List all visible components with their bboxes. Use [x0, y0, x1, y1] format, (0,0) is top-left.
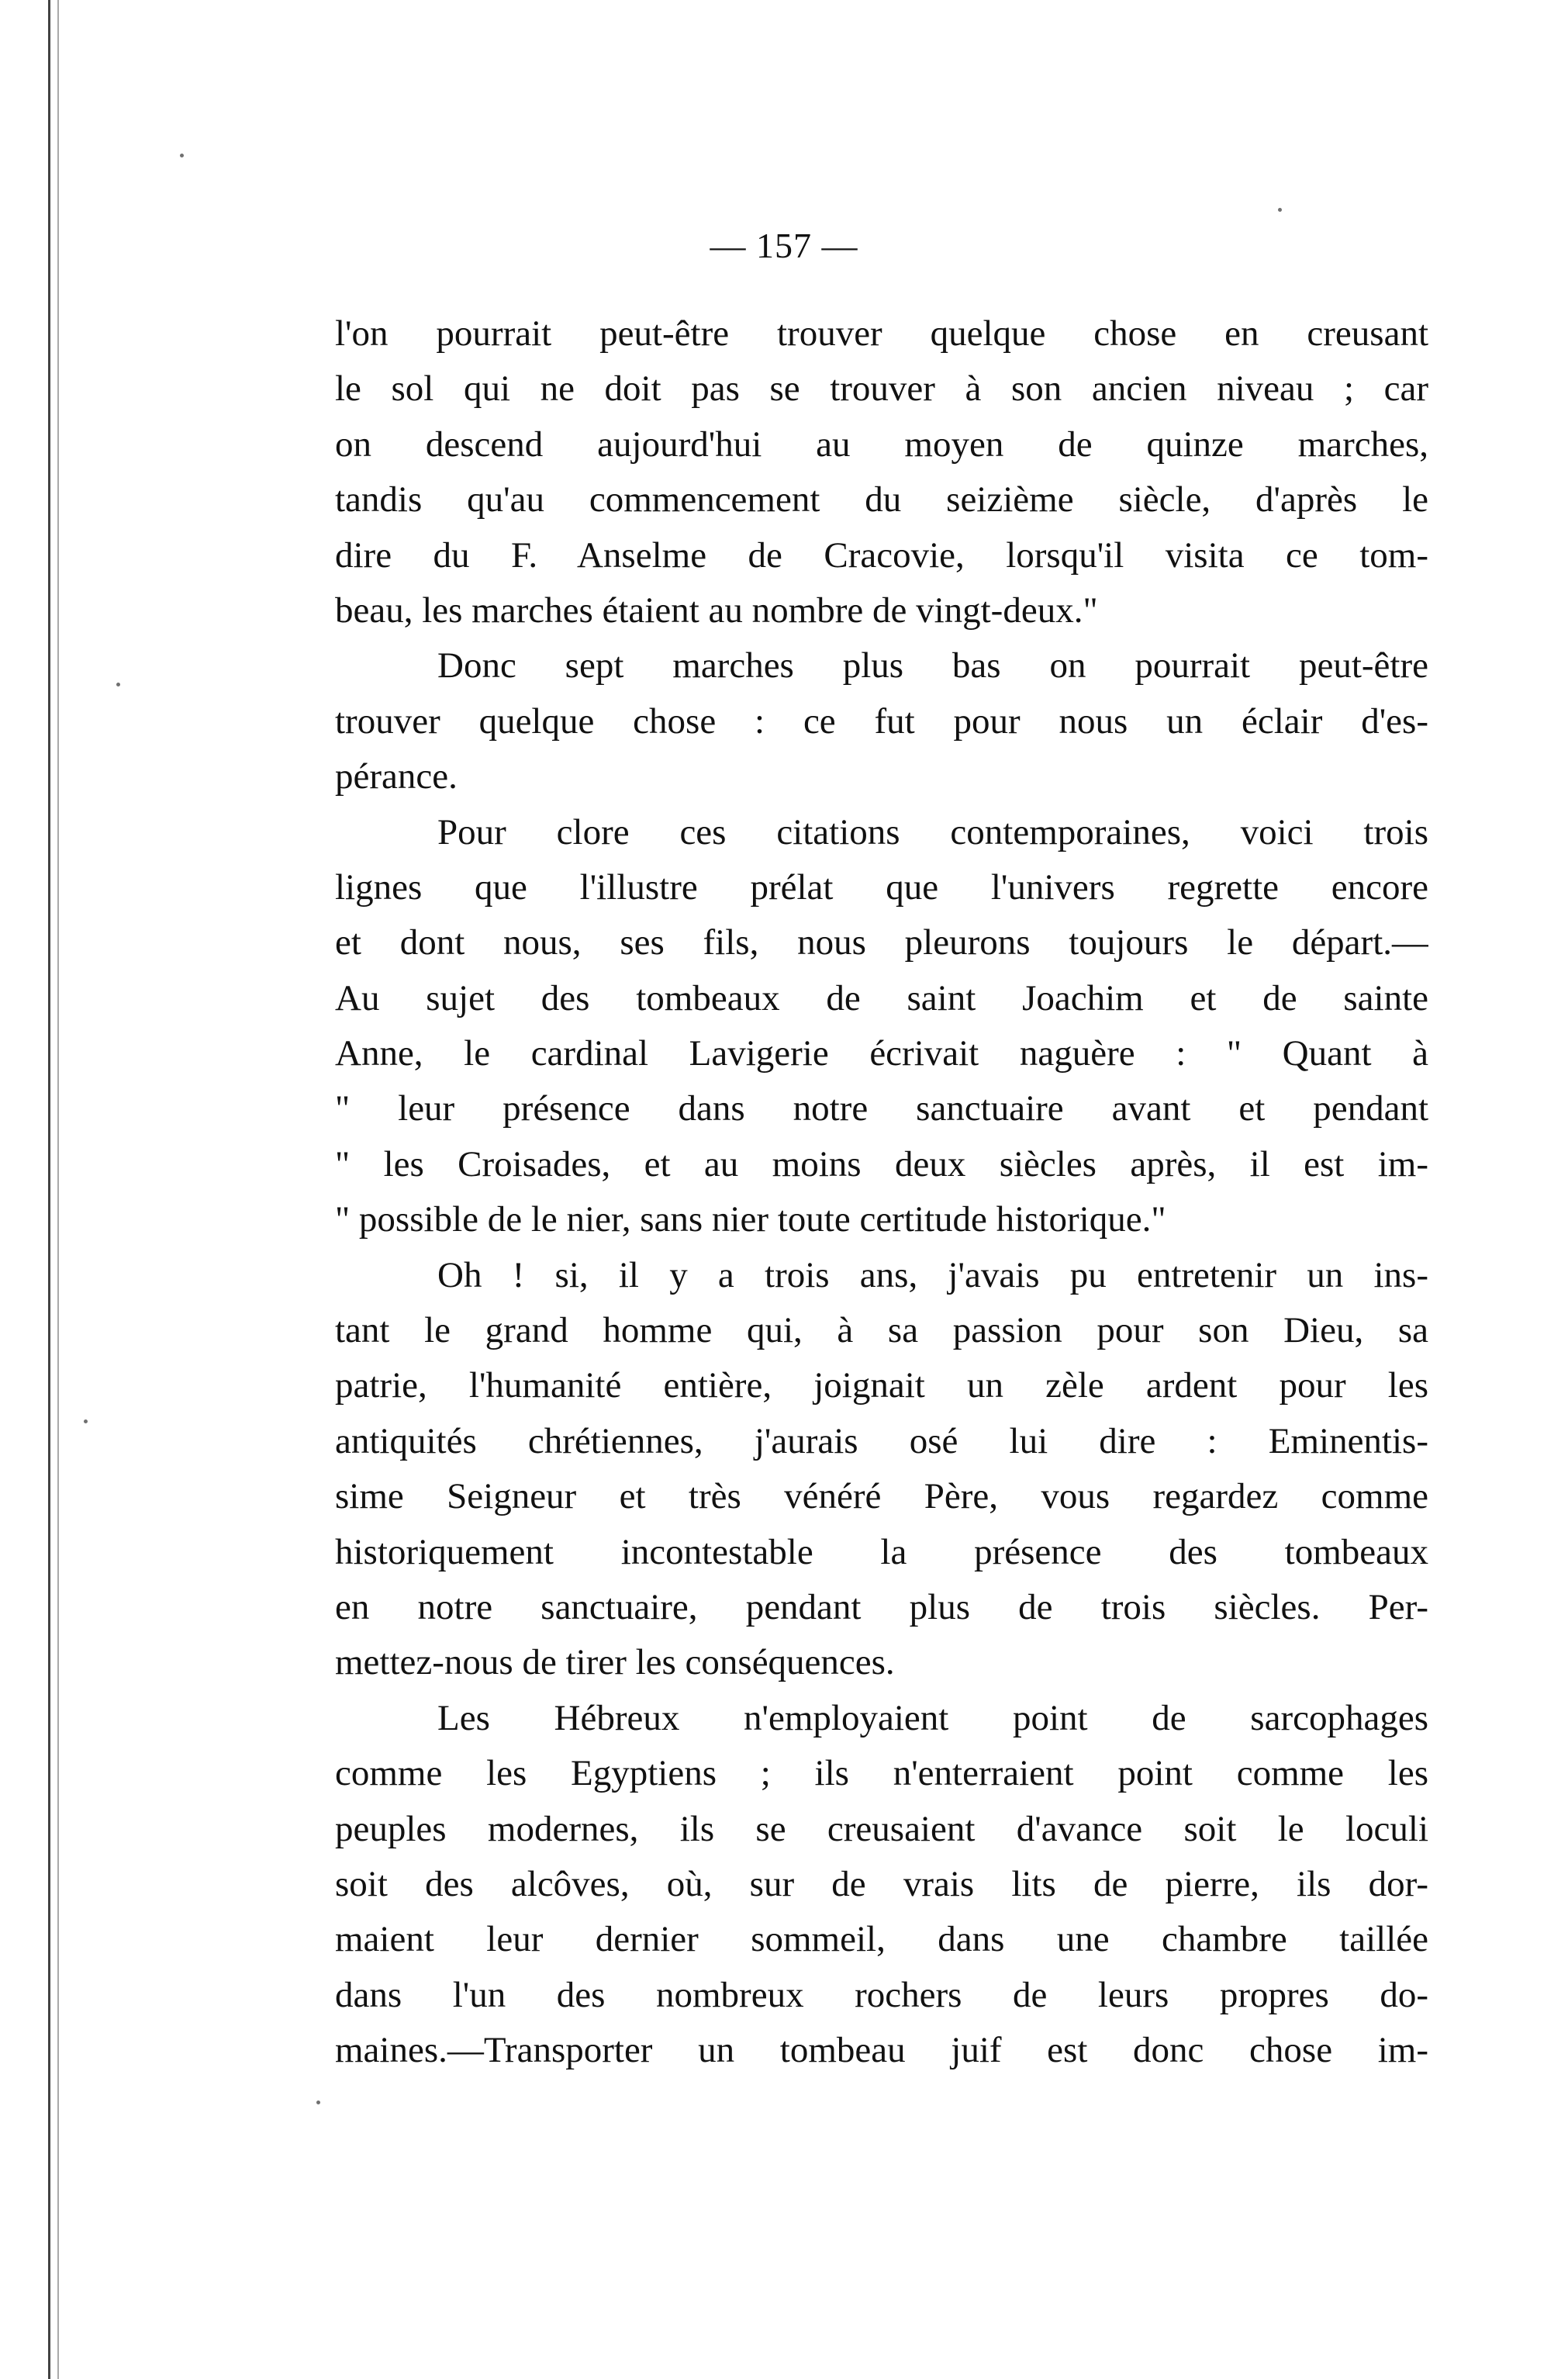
text-line: sime Seigneur et très vénéré Père, vous regardez comme	[335, 1476, 1428, 1517]
scan-speck	[180, 154, 184, 157]
page-number: — 157 —	[710, 226, 858, 265]
scan-speck	[116, 683, 120, 686]
text-line: le sol qui ne doit pas se trouver à son ancien niveau ; car	[335, 368, 1428, 410]
text-line: en notre sanctuaire, pendant plus de trois siècles. Per-	[335, 1586, 1428, 1627]
text-line: " leur présence dans notre sanctuaire avant et pendant	[335, 1088, 1428, 1129]
text-line: Les Hébreux n'employaient point de sarcophages	[437, 1697, 1428, 1738]
text-line: " possible de le nier, sans nier toute certitude historique."	[335, 1199, 1166, 1240]
scan-speck	[1278, 208, 1282, 212]
text-line: dans l'un des nombreux rochers de leurs propres do-	[335, 1974, 1428, 2015]
scan-speck	[316, 2101, 320, 2104]
text-line: et dont nous, ses fils, nous pleurons toujours le départ.—	[335, 922, 1428, 963]
text-line: antiquités chrétiennes, j'aurais osé lui dire : Eminentis-	[335, 1420, 1428, 1461]
text-line: patrie, l'humanité entière, joignait un zèle ardent pour les	[335, 1365, 1428, 1406]
text-line: Oh ! si, il y a trois ans, j'avais pu entretenir un ins-	[437, 1254, 1428, 1295]
text-line: Anne, le cardinal Lavigerie écrivait naguère : " Quant à	[335, 1033, 1428, 1074]
text-line: tandis qu'au commencement du seizième siècle, d'après le	[335, 479, 1428, 520]
text-line: Au sujet des tombeaux de saint Joachim et de sainte	[335, 977, 1428, 1018]
text-line: tant le grand homme qui, à sa passion pour son Dieu, sa	[335, 1310, 1428, 1351]
text-line: maient leur dernier sommeil, dans une chambre taillée	[335, 1919, 1428, 1960]
text-line: beau, les marches étaient au nombre de vingt-deux."	[335, 590, 1098, 631]
text-line: Pour clore ces citations contemporaines, voici trois	[437, 811, 1428, 852]
text-line: " les Croisades, et au moins deux siècles après, il est im-	[335, 1143, 1428, 1184]
text-line: Donc sept marches plus bas on pourrait peut-être	[437, 645, 1428, 686]
text-line: peuples modernes, ils se creusaient d'avance soit le loculi	[335, 1808, 1428, 1849]
text-line: trouver quelque chose : ce fut pour nous un éclair d'es-	[335, 700, 1428, 742]
scan-speck	[84, 1419, 88, 1423]
text-line: soit des alcôves, où, sur de vrais lits de pierre, ils dor-	[335, 1863, 1428, 1904]
text-line: lignes que l'illustre prélat que l'univers regrette encore	[335, 866, 1428, 908]
page-binding-edge-inner	[57, 0, 59, 2379]
text-line: pérance.	[335, 756, 458, 797]
text-line: maines.—Transporter un tombeau juif est donc chose im-	[335, 2030, 1428, 2071]
text-line: mettez-nous de tirer les conséquences.	[335, 1642, 895, 1683]
body-text	[335, 306, 1428, 2079]
text-line: comme les Egyptiens ; ils n'enterraient point comme les	[335, 1753, 1428, 1794]
text-line: on descend aujourd'hui au moyen de quinze marches,	[335, 424, 1428, 465]
page-binding-edge	[48, 0, 50, 2379]
text-line: historiquement incontestable la présence des tombeaux	[335, 1531, 1428, 1572]
text-line: l'on pourrait peut-être trouver quelque chose en creusant	[335, 313, 1428, 354]
text-line: dire du F. Anselme de Cracovie, lorsqu'il visita ce tom-	[335, 534, 1428, 576]
